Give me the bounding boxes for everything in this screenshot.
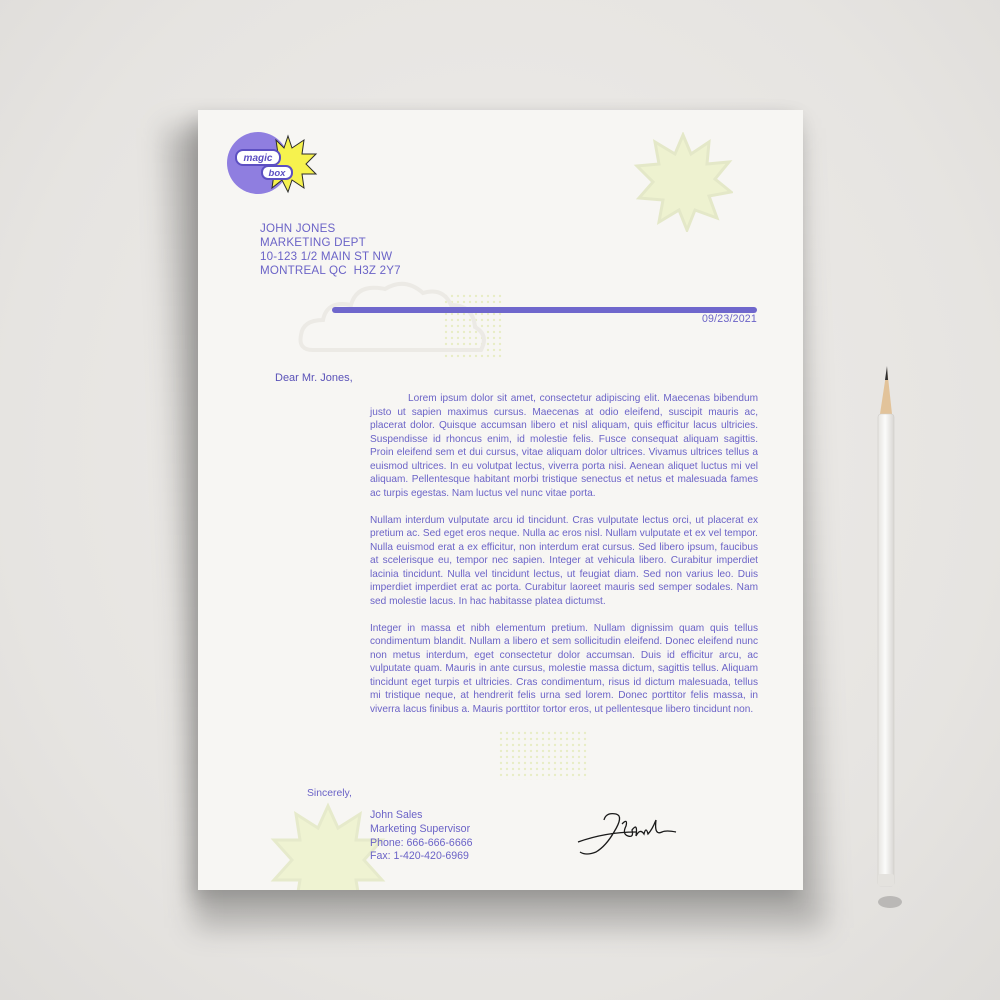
body-paragraph-3: Integer in massa et nibh elementum pretium. Nullam dignissim quam quis tellus condimentum blandit. Nullam a libero et sem sollicitudin eleifend. Donec eleifend nunc non metus interdum, eget consectetur dolor accumsan. Duis id efficitur arcu, ac vulputate quam. Mauris in ante cursus, molestie massa dictum, sagittis tellus. Aliquam tincidunt eget turpis et ultricies. Cras condimentum, risus id dictum malesuada, tellus mi tristique neque, at hendrerit felis urna sed lorem. Donec porttitor felis massa, in viverra lacus finibus a. Mauris porttitor tortor eros, ut pellentesque libero tincidunt non.	[370, 622, 758, 715]
svg-text:magic: magic	[243, 153, 273, 164]
sender-name: John Sales	[370, 809, 423, 821]
recipient-department: MARKETING DEPT	[260, 236, 366, 249]
svg-text:box: box	[268, 168, 286, 179]
body-paragraph-2: Nullam interdum vulputate arcu id tincidunt. Cras vulputate lectus orci, ut placerat ex pretium ac. Sed eget eros neque. Nulla ac eros nisl. Nullam vulputate et ex vel tempor. Nulla euismod erat a ex efficitur, non interdum erat cursus. Sed libero ipsum, faucibus at scelerisque eu, tempor nec sapien. Integer at vehicula libero. Curabitur imperdiet lacinia tincidunt. Nulla vel tincidunt lectus, ut feugiat diam. Sed non varius leo. Duis imperdiet imperdiet erat ac porta. Curabitur laoreet mauris sed semper sodales. Nam sed molestie lacus. In hac habitasse platea dictumst.	[370, 514, 758, 607]
body-paragraph-1: Lorem ipsum dolor sit amet, consectetur adipiscing elit. Maecenas bibendum justo ut sapien maximus cursus. Maecenas at odio eleifend, suscipit mauris ac, placerat dolor. Quisque accumsan libero et nisl aliquam, quis efficitur lacus ultricies. Suspendisse id rhoncus enim, id molestie felis. Fusce consequat aliquam sagittis. Proin eleifend sem et dui cursus, vitae aliquam dolor ultrices. Vivamus ultrices tellus a euismod ultrices. In eu volutpat lectus, viverra porta nisi. Aenean aliquet luctus mi vel aliquam. Pellentesque habitant morbi tristique senectus et netus et malesuada fames ac turpis egestas. Nam luctus vel nunc vitae porta.	[370, 393, 758, 499]
letterhead-page	[198, 110, 803, 890]
recipient-address	[260, 222, 401, 278]
closing: Sincerely,	[307, 788, 352, 799]
starburst-decor-top-right	[633, 132, 733, 232]
sender-phone: Phone: 666-666-6666	[370, 836, 473, 849]
cloud-decor	[293, 275, 513, 365]
sender-block	[370, 809, 473, 864]
sender-fax: Fax: 1-420-420-6969	[370, 850, 469, 863]
sender-title: Marketing Supervisor	[370, 822, 471, 835]
magic-box-logo	[226, 130, 318, 200]
salutation: Dear Mr. Jones,	[275, 372, 353, 384]
recipient-city: MONTREAL QC H3Z 2Y7	[260, 264, 401, 277]
header-rule	[332, 307, 757, 313]
recipient-street: 10-123 1/2 MAIN ST NW	[260, 250, 393, 263]
pencil-decor	[866, 362, 906, 922]
handwritten-signature	[576, 802, 686, 862]
letter-date: 09/23/2021	[701, 313, 757, 325]
letter-body	[370, 392, 758, 730]
recipient-name: JOHN JONES	[260, 222, 336, 235]
halftone-decor-bottom	[498, 730, 588, 780]
